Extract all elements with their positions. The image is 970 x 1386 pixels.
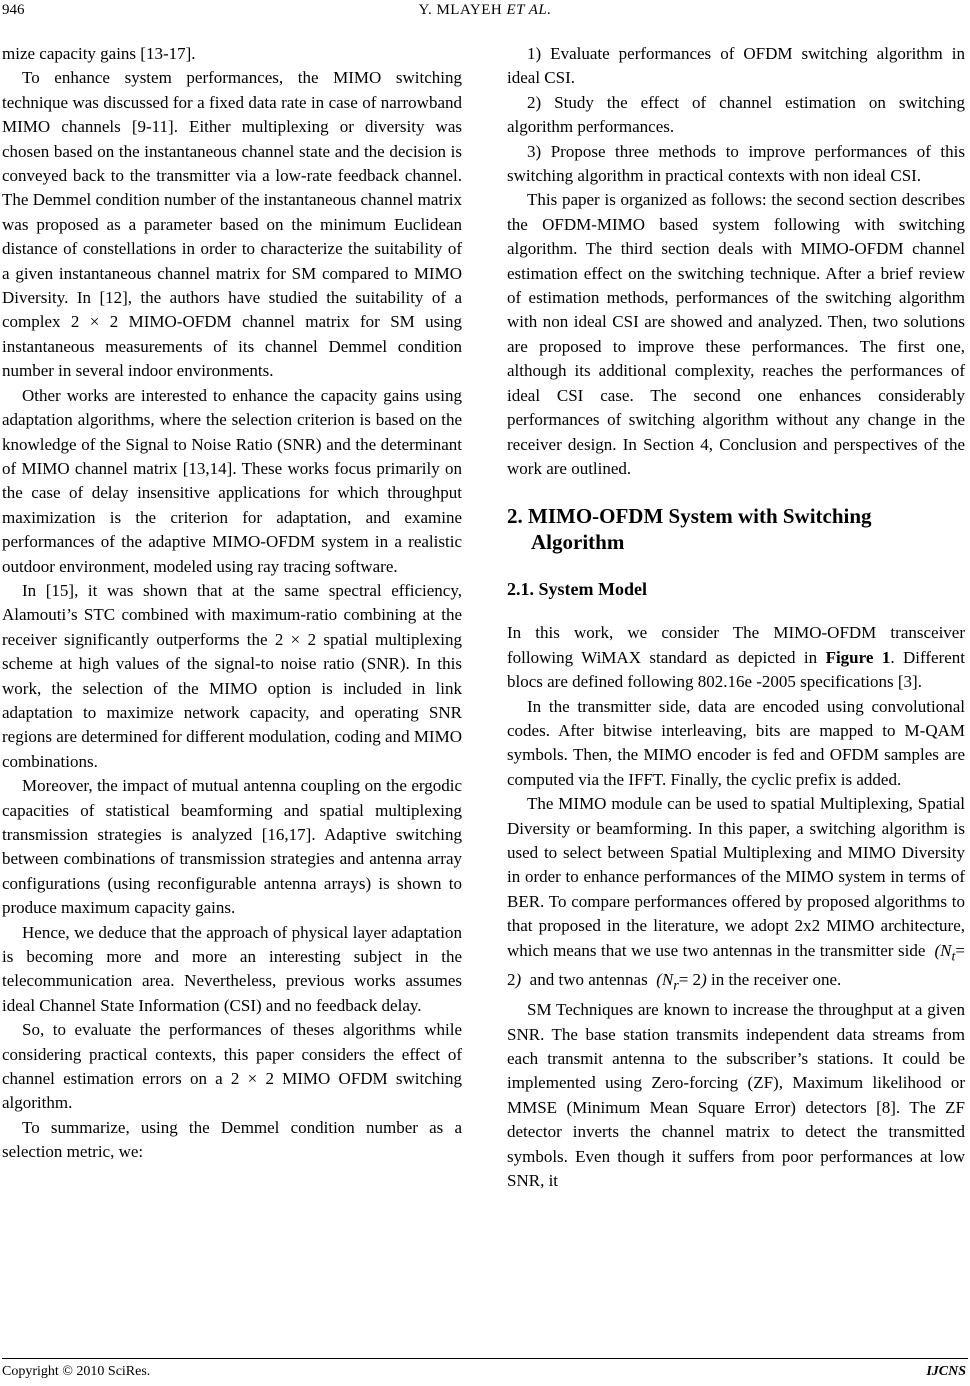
journal-name: IJCNS: [926, 1364, 966, 1379]
figure-reference[interactable]: Figure 1: [825, 647, 891, 667]
paragraph: SM Techniques are known to increase the throughput at a given SNR. The base station transmits independent data streams from each transmit antenna to the subscriber’s stations. It could be implemented using Zero-forcing (ZF), Maximum likelihood or MMSE (Minimum Mean Square Error) detectors [8]. The ZF detector inverts the channel matrix to detect the transmitted symbols. Even though it suffers from poor performances at low SNR, it: [507, 1000, 965, 1191]
equation-nt: $(N_t= 2)$: [507, 940, 966, 990]
copyright-notice: Copyright © 2010 SciRes.: [2, 1364, 151, 1379]
text-run: In this work, we consider The MIMO-OFDM transceiver following WiMAX standard as depicted in: [507, 623, 965, 667]
running-head-authors: Y. MLAYEH: [418, 2, 503, 18]
page-number: 946: [2, 2, 25, 18]
text-run: in the receiver one.: [710, 970, 842, 990]
equation-nt-value: = 2: [507, 940, 966, 990]
paragraph: Other works are interested to enhance the capacity gains using adaptation algorithms, where the selection criterion is based on the knowledge of the Signal to Noise Ratio (SNR) and the determinant of MIMO channel matrix [13,14]. These works focus primarily on the case of delay insensitive applications for which throughput maximization is the criterion for adaptation, and examine performances of the adaptive MIMO-OFDM system in a realistic outdoor environment, modeled using ray tracing software.: [2, 385, 462, 576]
footer-rule: [2, 1358, 968, 1359]
subsection-heading: 2.1. System Model: [507, 579, 647, 600]
text-run: The MIMO module can be used to spatial Multiplexing, Spatial Diversity or beamforming. In this paper, a switching algorithm is used to select between Spatial Multiplexing and MIMO Diversity in order to enhance performances of the MIMO system in terms of BER. To compare performances offered by proposed algorithms to that proposed in the literature, we adopt 2x2 MIMO architecture, which means that we use two antennas in the transmitter side: [507, 794, 965, 960]
left-column: [2, 42, 462, 1165]
paragraph: To enhance system performances, the MIMO switching technique was discussed for a fixed data rate in case of narrowband MIMO channels [9-11]. Either multiplexing or diversity was chosen based on the instantaneous channel state and the decision is conveyed back to the transmitter via a low-rate feedback channel. The Demmel condition number of the instantaneous channel matrix was proposed as a parameter based on the minimum Euclidean distance of constellations in order to characterize the suitability of a given instantaneous channel matrix for SM compared to MIMO Diversity. In [12], the authors have studied the suitability of a complex 2 × 2 MIMO-OFDM channel matrix for SM using instantaneous measurements of its channel Demmel condition number in several indoor environments.: [2, 68, 462, 381]
paragraph: [507, 621, 965, 694]
paragraph: To summarize, using the Demmel condition number as a selection metric, we:: [2, 1117, 462, 1162]
paragraph: Moreover, the impact of mutual antenna coupling on the ergodic capacities of statistical beamforming and spatial multiplexing transmission strategies is analyzed [16,17]. Adaptive switching between combinations of transmission strategies and antenna array configurations (using reconfigurable antenna arrays) is shown to produce maximum capacity gains.: [2, 776, 462, 918]
paragraph: This paper is organized as follows: the second section describes the OFDM-MIMO based system following with switching algorithm. The third section deals with MIMO-OFDM channel estimation effect on the switching technique. After a brief review of estimation methods, performances of the switching algorithm with non ideal CSI are showed and analyzed. Then, two solutions are proposed to improve these performances. The first one, although its additional complexity, reaches the performances of ideal CSI case. The second one enhances considerably performances of switching algorithm without any change in the receiver design. In Section 4, Conclusion and perspectives of the work are outlined.: [507, 190, 965, 478]
paragraph: mize capacity gains [13-17].: [2, 44, 196, 63]
section-heading: 2. MIMO-OFDM System with Switching Algorithm: [507, 504, 872, 555]
text-run: . Different blocs are defined following 802.16e -2005 specifications [3].: [507, 647, 965, 692]
list-item: 1) Evaluate performances of OFDM switching algorithm in ideal CSI.: [507, 44, 965, 88]
paragraph: In the transmitter side, data are encoded using convolutional codes. After bitwise interleaving, bits are mapped to M-QAM symbols. Then, the MIMO encoder is fed and OFDM samples are computed via the IFFT. Finally, the cyclic prefix is added.: [507, 696, 965, 789]
page-header: [0, 0, 970, 28]
list-item: 3) Propose three methods to improve performances of this switching algorithm in practical contexts with non ideal CSI.: [507, 141, 965, 186]
list-item: 2) Study the effect of channel estimation on switching algorithm performances.: [507, 92, 965, 137]
right-column: [507, 42, 965, 1193]
equation-nr-subscript: r: [673, 977, 679, 994]
paragraph: So, to evaluate the performances of theses algorithms while considering practical contexts, this paper considers the effect of channel estimation errors on a 2 × 2 MIMO OFDM switching algorithm.: [2, 1020, 462, 1113]
paragraph: [507, 792, 965, 998]
paragraph: In [15], it was shown that at the same spectral efficiency, Alamouti’s STC combined with maximum-ratio combining at the receiver significantly outperforms the 2 × 2 spatial multiplexing scheme at high values of the signal-to noise ratio (SNR). In this work, the selection of the MIMO option is included in link adaptation to maximize network capacity, and operating SNR regions are determined for different modulation, coding and MIMO combinations.: [2, 580, 462, 771]
equation-nr: $(N_r= 2)$: [651, 970, 707, 994]
equation-nr-value: = 2: [678, 970, 702, 990]
running-head: [0, 2, 970, 19]
running-head-et-al: ET AL.: [506, 2, 552, 18]
text-run: and two antennas: [529, 970, 648, 990]
equation-nt-subscript: t: [951, 947, 956, 964]
paragraph: Hence, we deduce that the approach of physical layer adaptation is becoming more and more an interesting subject in the telecommunication area. Nevertheless, previous works assumes ideal Channel State Information (CSI) and no feedback delay.: [2, 922, 462, 1015]
